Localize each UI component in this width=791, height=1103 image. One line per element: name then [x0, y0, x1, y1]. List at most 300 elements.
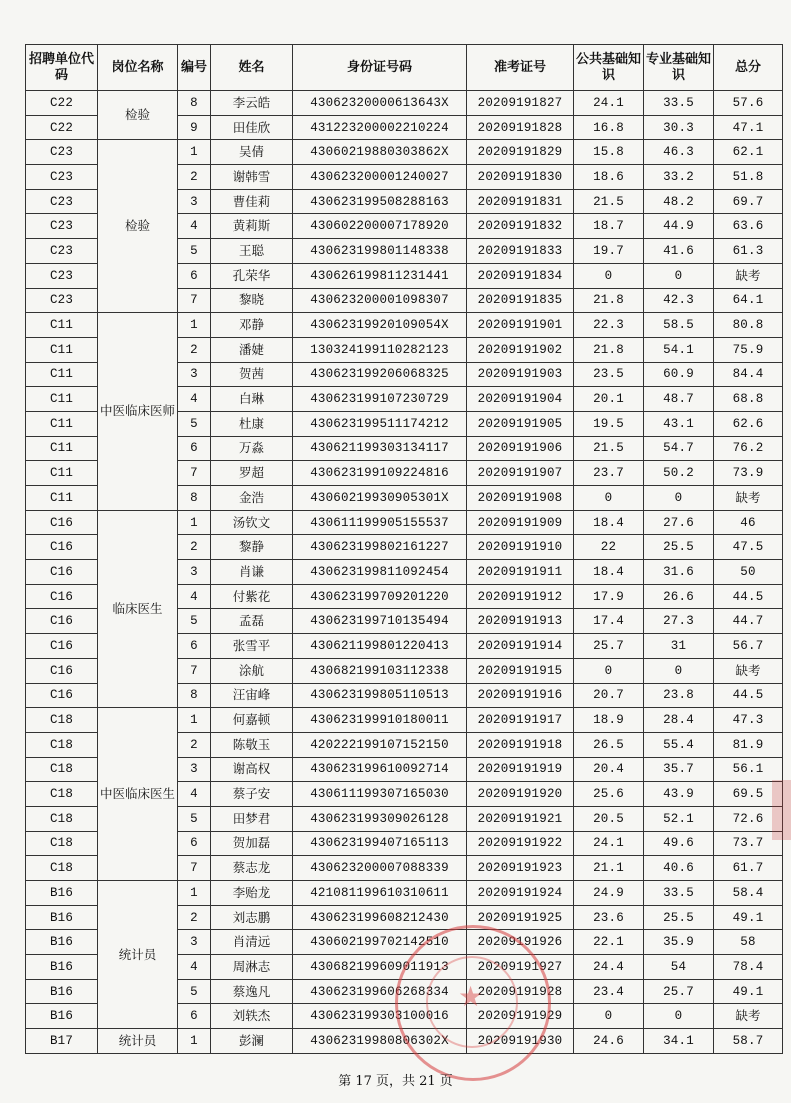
cell-number: 7 — [178, 658, 211, 683]
cell-total-score: 81.9 — [714, 732, 783, 757]
cell-id-number: 430602199702142510 — [293, 930, 467, 955]
cell-name: 邓静 — [211, 313, 293, 338]
cell-unit-code: B16 — [26, 1004, 98, 1029]
cell-id-number: 130324199110282123 — [293, 337, 467, 362]
cell-unit-code: C11 — [26, 387, 98, 412]
cell-total-score: 56.1 — [714, 757, 783, 782]
cell-name: 孟磊 — [211, 609, 293, 634]
cell-professional-score: 23.8 — [644, 683, 714, 708]
cell-unit-code: C11 — [26, 411, 98, 436]
cell-unit-code: B16 — [26, 930, 98, 955]
cell-number: 6 — [178, 634, 211, 659]
cell-name: 张雪平 — [211, 634, 293, 659]
cell-name: 黎晓 — [211, 288, 293, 313]
cell-post-name: 检验 — [98, 140, 178, 313]
cell-number: 8 — [178, 683, 211, 708]
cell-professional-score: 43.9 — [644, 782, 714, 807]
cell-ticket-number: 20209191831 — [467, 189, 574, 214]
cell-professional-score: 0 — [644, 1004, 714, 1029]
cell-total-score: 47.5 — [714, 535, 783, 560]
cell-unit-code: C16 — [26, 535, 98, 560]
cell-total-score: 44.7 — [714, 609, 783, 634]
cell-total-score: 73.7 — [714, 831, 783, 856]
cell-public-score: 24.4 — [574, 955, 644, 980]
cell-professional-score: 42.3 — [644, 288, 714, 313]
cell-id-number: 430623199206068325 — [293, 362, 467, 387]
cell-id-number: 430623199910180011 — [293, 708, 467, 733]
cell-id-number: 430623199511174212 — [293, 411, 467, 436]
cell-name: 肖谦 — [211, 560, 293, 585]
cell-professional-score: 33.5 — [644, 91, 714, 116]
cell-professional-score: 0 — [644, 658, 714, 683]
cell-professional-score: 28.4 — [644, 708, 714, 733]
cell-total-score: 64.1 — [714, 288, 783, 313]
cell-number: 4 — [178, 782, 211, 807]
cell-number: 5 — [178, 979, 211, 1004]
cell-name: 汤钦文 — [211, 510, 293, 535]
cell-unit-code: C22 — [26, 115, 98, 140]
cell-public-score: 26.5 — [574, 732, 644, 757]
cell-public-score: 20.5 — [574, 806, 644, 831]
cell-id-number: 430623199508288163 — [293, 189, 467, 214]
cell-id-number: 430623199107230729 — [293, 387, 467, 412]
cell-unit-code: C18 — [26, 732, 98, 757]
cell-professional-score: 27.3 — [644, 609, 714, 634]
cell-public-score: 21.5 — [574, 189, 644, 214]
cell-unit-code: C23 — [26, 214, 98, 239]
cell-unit-code: C16 — [26, 683, 98, 708]
cell-ticket-number: 20209191917 — [467, 708, 574, 733]
cell-number: 6 — [178, 1004, 211, 1029]
cell-total-score: 62.1 — [714, 140, 783, 165]
cell-total-score: 58 — [714, 930, 783, 955]
cell-number: 4 — [178, 214, 211, 239]
cell-total-score: 84.4 — [714, 362, 783, 387]
cell-name: 汪宙峰 — [211, 683, 293, 708]
cell-unit-code: C16 — [26, 560, 98, 585]
cell-number: 4 — [178, 387, 211, 412]
cell-public-score: 23.4 — [574, 979, 644, 1004]
cell-number: 2 — [178, 905, 211, 930]
cell-professional-score: 50.2 — [644, 461, 714, 486]
cell-total-score: 缺考 — [714, 486, 783, 511]
cell-total-score: 62.6 — [714, 411, 783, 436]
cell-id-number: 430623199805110513 — [293, 683, 467, 708]
cell-unit-code: C23 — [26, 263, 98, 288]
cell-name: 何嘉顿 — [211, 708, 293, 733]
cell-ticket-number: 20209191832 — [467, 214, 574, 239]
cell-professional-score: 33.5 — [644, 881, 714, 906]
cell-unit-code: C16 — [26, 609, 98, 634]
cell-total-score: 78.4 — [714, 955, 783, 980]
table-row — [26, 510, 783, 535]
cell-number: 2 — [178, 732, 211, 757]
cell-public-score: 24.9 — [574, 881, 644, 906]
cell-ticket-number: 20209191830 — [467, 165, 574, 190]
cell-public-score: 23.6 — [574, 905, 644, 930]
cell-total-score: 61.7 — [714, 856, 783, 881]
cell-public-score: 18.4 — [574, 560, 644, 585]
cell-id-number: 430623199303100016 — [293, 1004, 467, 1029]
cell-public-score: 15.8 — [574, 140, 644, 165]
cell-professional-score: 40.6 — [644, 856, 714, 881]
cell-name: 金浩 — [211, 486, 293, 511]
cell-number: 8 — [178, 486, 211, 511]
cell-public-score: 20.1 — [574, 387, 644, 412]
cell-ticket-number: 20209191903 — [467, 362, 574, 387]
cell-number: 5 — [178, 239, 211, 264]
cell-total-score: 76.2 — [714, 436, 783, 461]
cell-total-score: 47.1 — [714, 115, 783, 140]
header-post-name: 岗位名称 — [98, 45, 178, 91]
cell-professional-score: 43.1 — [644, 411, 714, 436]
table-row — [26, 1029, 783, 1054]
header-ticket-number: 准考证号 — [467, 45, 574, 91]
cell-id-number: 430623199606268334 — [293, 979, 467, 1004]
header-unit-code: 招聘单位代码 — [26, 45, 98, 91]
cell-id-number: 43060219930905301X — [293, 486, 467, 511]
cell-professional-score: 49.6 — [644, 831, 714, 856]
cell-name: 谢韩雪 — [211, 165, 293, 190]
cell-professional-score: 41.6 — [644, 239, 714, 264]
cell-public-score: 23.7 — [574, 461, 644, 486]
cell-professional-score: 52.1 — [644, 806, 714, 831]
cell-id-number: 430626199811231441 — [293, 263, 467, 288]
cell-number: 1 — [178, 313, 211, 338]
cell-total-score: 49.1 — [714, 905, 783, 930]
cell-public-score: 18.9 — [574, 708, 644, 733]
cell-professional-score: 44.9 — [644, 214, 714, 239]
cell-id-number: 430621199303134117 — [293, 436, 467, 461]
cell-id-number: 430623199109224816 — [293, 461, 467, 486]
cell-ticket-number: 20209191924 — [467, 881, 574, 906]
header-number: 编号 — [178, 45, 211, 91]
cell-public-score: 0 — [574, 263, 644, 288]
cell-public-score: 20.4 — [574, 757, 644, 782]
cell-id-number: 430623199801148338 — [293, 239, 467, 264]
cell-total-score: 63.6 — [714, 214, 783, 239]
cell-ticket-number: 20209191910 — [467, 535, 574, 560]
cell-id-number: 430623199309026128 — [293, 806, 467, 831]
table-header-row — [26, 45, 783, 91]
cell-id-number: 430623199407165113 — [293, 831, 467, 856]
cell-number: 2 — [178, 165, 211, 190]
cell-post-name: 检验 — [98, 91, 178, 140]
cell-ticket-number: 20209191925 — [467, 905, 574, 930]
cell-total-score: 44.5 — [714, 683, 783, 708]
cell-professional-score: 60.9 — [644, 362, 714, 387]
cell-professional-score: 48.7 — [644, 387, 714, 412]
cell-id-number: 430682199103112338 — [293, 658, 467, 683]
cell-total-score: 50 — [714, 560, 783, 585]
cell-total-score: 56.7 — [714, 634, 783, 659]
cell-unit-code: C23 — [26, 239, 98, 264]
header-professional-score: 专业基础知识 — [644, 45, 714, 91]
cell-name: 付紫花 — [211, 584, 293, 609]
cell-ticket-number: 20209191929 — [467, 1004, 574, 1029]
cell-unit-code: C16 — [26, 658, 98, 683]
cell-ticket-number: 20209191923 — [467, 856, 574, 881]
header-name: 姓名 — [211, 45, 293, 91]
cell-number: 1 — [178, 881, 211, 906]
cell-unit-code: C18 — [26, 757, 98, 782]
cell-professional-score: 35.7 — [644, 757, 714, 782]
cell-number: 5 — [178, 411, 211, 436]
cell-unit-code: C16 — [26, 584, 98, 609]
cell-professional-score: 31 — [644, 634, 714, 659]
cell-number: 4 — [178, 584, 211, 609]
cell-ticket-number: 20209191833 — [467, 239, 574, 264]
cell-ticket-number: 20209191930 — [467, 1029, 574, 1054]
cell-total-score: 缺考 — [714, 1004, 783, 1029]
cell-public-score: 22 — [574, 535, 644, 560]
cell-post-name: 中医临床医师 — [98, 313, 178, 511]
cell-number: 6 — [178, 263, 211, 288]
cell-ticket-number: 20209191901 — [467, 313, 574, 338]
cell-ticket-number: 20209191928 — [467, 979, 574, 1004]
cell-professional-score: 33.2 — [644, 165, 714, 190]
cell-professional-score: 25.7 — [644, 979, 714, 1004]
cell-name: 田佳欣 — [211, 115, 293, 140]
cell-id-number: 430621199801220413 — [293, 634, 467, 659]
cell-name: 蔡志龙 — [211, 856, 293, 881]
cell-unit-code: C18 — [26, 831, 98, 856]
cell-unit-code: C18 — [26, 806, 98, 831]
cell-name: 肖清远 — [211, 930, 293, 955]
page-footer: 第 17 页，共 21 页 — [338, 1074, 453, 1089]
cell-ticket-number: 20209191926 — [467, 930, 574, 955]
cell-ticket-number: 20209191828 — [467, 115, 574, 140]
cell-number: 3 — [178, 930, 211, 955]
cell-number: 3 — [178, 560, 211, 585]
cell-name: 罗超 — [211, 461, 293, 486]
cell-id-number: 430602200007178920 — [293, 214, 467, 239]
cell-ticket-number: 20209191827 — [467, 91, 574, 116]
cell-ticket-number: 20209191927 — [467, 955, 574, 980]
cell-unit-code: C11 — [26, 436, 98, 461]
cell-name: 李云皓 — [211, 91, 293, 116]
cell-professional-score: 26.6 — [644, 584, 714, 609]
cell-unit-code: C23 — [26, 140, 98, 165]
cell-id-number: 43060219880303862X — [293, 140, 467, 165]
cell-id-number: 430623200001240027 — [293, 165, 467, 190]
cell-professional-score: 54 — [644, 955, 714, 980]
cell-total-score: 缺考 — [714, 263, 783, 288]
cell-public-score: 19.5 — [574, 411, 644, 436]
cell-total-score: 49.1 — [714, 979, 783, 1004]
cell-public-score: 21.8 — [574, 337, 644, 362]
cell-total-score: 69.7 — [714, 189, 783, 214]
cell-unit-code: C18 — [26, 856, 98, 881]
cell-total-score: 72.6 — [714, 806, 783, 831]
cell-number: 6 — [178, 436, 211, 461]
cell-total-score: 51.8 — [714, 165, 783, 190]
score-table — [25, 44, 783, 1054]
cell-professional-score: 48.2 — [644, 189, 714, 214]
header-id-number: 身份证号码 — [293, 45, 467, 91]
cell-id-number: 431223200002210224 — [293, 115, 467, 140]
cell-public-score: 22.3 — [574, 313, 644, 338]
cell-ticket-number: 20209191921 — [467, 806, 574, 831]
cell-ticket-number: 20209191904 — [467, 387, 574, 412]
cell-number: 2 — [178, 535, 211, 560]
cell-number: 5 — [178, 609, 211, 634]
cell-number: 3 — [178, 362, 211, 387]
cell-public-score: 21.5 — [574, 436, 644, 461]
cell-public-score: 24.6 — [574, 1029, 644, 1054]
official-seal-stamp: ★ — [395, 925, 551, 1081]
cell-name: 李贻龙 — [211, 881, 293, 906]
cell-name: 蔡子安 — [211, 782, 293, 807]
cell-number: 7 — [178, 288, 211, 313]
cell-number: 6 — [178, 831, 211, 856]
cell-unit-code: C11 — [26, 486, 98, 511]
cell-id-number: 43062320000613643X — [293, 91, 467, 116]
cell-ticket-number: 20209191916 — [467, 683, 574, 708]
cell-post-name: 临床医生 — [98, 510, 178, 708]
cell-public-score: 18.7 — [574, 214, 644, 239]
cell-public-score: 0 — [574, 1004, 644, 1029]
cell-total-score: 75.9 — [714, 337, 783, 362]
cell-public-score: 22.1 — [574, 930, 644, 955]
cell-public-score: 21.8 — [574, 288, 644, 313]
cell-ticket-number: 20209191834 — [467, 263, 574, 288]
cell-unit-code: C18 — [26, 708, 98, 733]
cell-public-score: 24.1 — [574, 831, 644, 856]
cell-name: 孔荣华 — [211, 263, 293, 288]
cell-name: 贺茜 — [211, 362, 293, 387]
cell-unit-code: C23 — [26, 288, 98, 313]
cell-total-score: 58.7 — [714, 1029, 783, 1054]
cell-ticket-number: 20209191919 — [467, 757, 574, 782]
cell-name: 杜康 — [211, 411, 293, 436]
cell-ticket-number: 20209191920 — [467, 782, 574, 807]
cell-unit-code: B16 — [26, 881, 98, 906]
cell-professional-score: 58.5 — [644, 313, 714, 338]
cell-unit-code: B16 — [26, 955, 98, 980]
cell-unit-code: B16 — [26, 979, 98, 1004]
cell-id-number: 430611199307165030 — [293, 782, 467, 807]
cell-ticket-number: 20209191918 — [467, 732, 574, 757]
cell-id-number: 430623199710135494 — [293, 609, 467, 634]
cell-ticket-number: 20209191908 — [467, 486, 574, 511]
cell-total-score: 缺考 — [714, 658, 783, 683]
cell-name: 王聪 — [211, 239, 293, 264]
cell-number: 1 — [178, 1029, 211, 1054]
cell-total-score: 69.5 — [714, 782, 783, 807]
cell-unit-code: C22 — [26, 91, 98, 116]
cell-id-number: 430623199709201220 — [293, 584, 467, 609]
cell-ticket-number: 20209191902 — [467, 337, 574, 362]
cell-number: 2 — [178, 337, 211, 362]
cell-name: 谢高权 — [211, 757, 293, 782]
cell-unit-code: B16 — [26, 905, 98, 930]
cell-name: 周淋志 — [211, 955, 293, 980]
cell-professional-score: 30.3 — [644, 115, 714, 140]
cell-number: 9 — [178, 115, 211, 140]
cell-name: 蔡逸凡 — [211, 979, 293, 1004]
edge-seal-fragment — [772, 780, 791, 840]
cell-number: 3 — [178, 189, 211, 214]
cell-public-score: 17.4 — [574, 609, 644, 634]
cell-public-score: 18.4 — [574, 510, 644, 535]
cell-post-name: 统计员 — [98, 881, 178, 1029]
cell-name: 刘轶杰 — [211, 1004, 293, 1029]
cell-total-score: 47.3 — [714, 708, 783, 733]
cell-id-number: 421081199610310611 — [293, 881, 467, 906]
cell-id-number: 430623199610092714 — [293, 757, 467, 782]
table-row — [26, 881, 783, 906]
cell-public-score: 17.9 — [574, 584, 644, 609]
cell-id-number: 430623200007088339 — [293, 856, 467, 881]
cell-public-score: 24.1 — [574, 91, 644, 116]
cell-total-score: 57.6 — [714, 91, 783, 116]
cell-name: 贺加磊 — [211, 831, 293, 856]
header-public-score: 公共基础知识 — [574, 45, 644, 91]
cell-total-score: 44.5 — [714, 584, 783, 609]
cell-post-name: 统计员 — [98, 1029, 178, 1054]
cell-id-number: 430623199811092454 — [293, 560, 467, 585]
cell-professional-score: 0 — [644, 263, 714, 288]
cell-name: 刘志鹏 — [211, 905, 293, 930]
cell-number: 5 — [178, 806, 211, 831]
header-total-score: 总分 — [714, 45, 783, 91]
cell-public-score: 25.7 — [574, 634, 644, 659]
cell-ticket-number: 20209191915 — [467, 658, 574, 683]
cell-ticket-number: 20209191835 — [467, 288, 574, 313]
cell-public-score: 16.8 — [574, 115, 644, 140]
cell-number: 7 — [178, 461, 211, 486]
cell-unit-code: C11 — [26, 362, 98, 387]
cell-ticket-number: 20209191913 — [467, 609, 574, 634]
cell-number: 1 — [178, 708, 211, 733]
cell-name: 黎静 — [211, 535, 293, 560]
cell-professional-score: 55.4 — [644, 732, 714, 757]
cell-professional-score: 54.1 — [644, 337, 714, 362]
cell-ticket-number: 20209191907 — [467, 461, 574, 486]
cell-public-score: 23.5 — [574, 362, 644, 387]
cell-unit-code: C16 — [26, 634, 98, 659]
cell-unit-code: C18 — [26, 782, 98, 807]
cell-ticket-number: 20209191905 — [467, 411, 574, 436]
cell-ticket-number: 20209191906 — [467, 436, 574, 461]
cell-id-number: 430623199802161227 — [293, 535, 467, 560]
cell-professional-score: 54.7 — [644, 436, 714, 461]
cell-name: 万淼 — [211, 436, 293, 461]
cell-public-score: 18.6 — [574, 165, 644, 190]
cell-total-score: 58.4 — [714, 881, 783, 906]
cell-ticket-number: 20209191829 — [467, 140, 574, 165]
table-row — [26, 91, 783, 116]
cell-number: 7 — [178, 856, 211, 881]
cell-ticket-number: 20209191909 — [467, 510, 574, 535]
cell-total-score: 68.8 — [714, 387, 783, 412]
cell-post-name: 中医临床医生 — [98, 708, 178, 881]
cell-number: 1 — [178, 140, 211, 165]
cell-professional-score: 35.9 — [644, 930, 714, 955]
cell-number: 3 — [178, 757, 211, 782]
cell-name: 白琳 — [211, 387, 293, 412]
cell-public-score: 21.1 — [574, 856, 644, 881]
cell-id-number: 430623200001098307 — [293, 288, 467, 313]
cell-professional-score: 25.5 — [644, 535, 714, 560]
cell-public-score: 19.7 — [574, 239, 644, 264]
table-row — [26, 708, 783, 733]
cell-name: 涂航 — [211, 658, 293, 683]
cell-number: 1 — [178, 510, 211, 535]
cell-id-number: 430623199608212430 — [293, 905, 467, 930]
cell-unit-code: B17 — [26, 1029, 98, 1054]
